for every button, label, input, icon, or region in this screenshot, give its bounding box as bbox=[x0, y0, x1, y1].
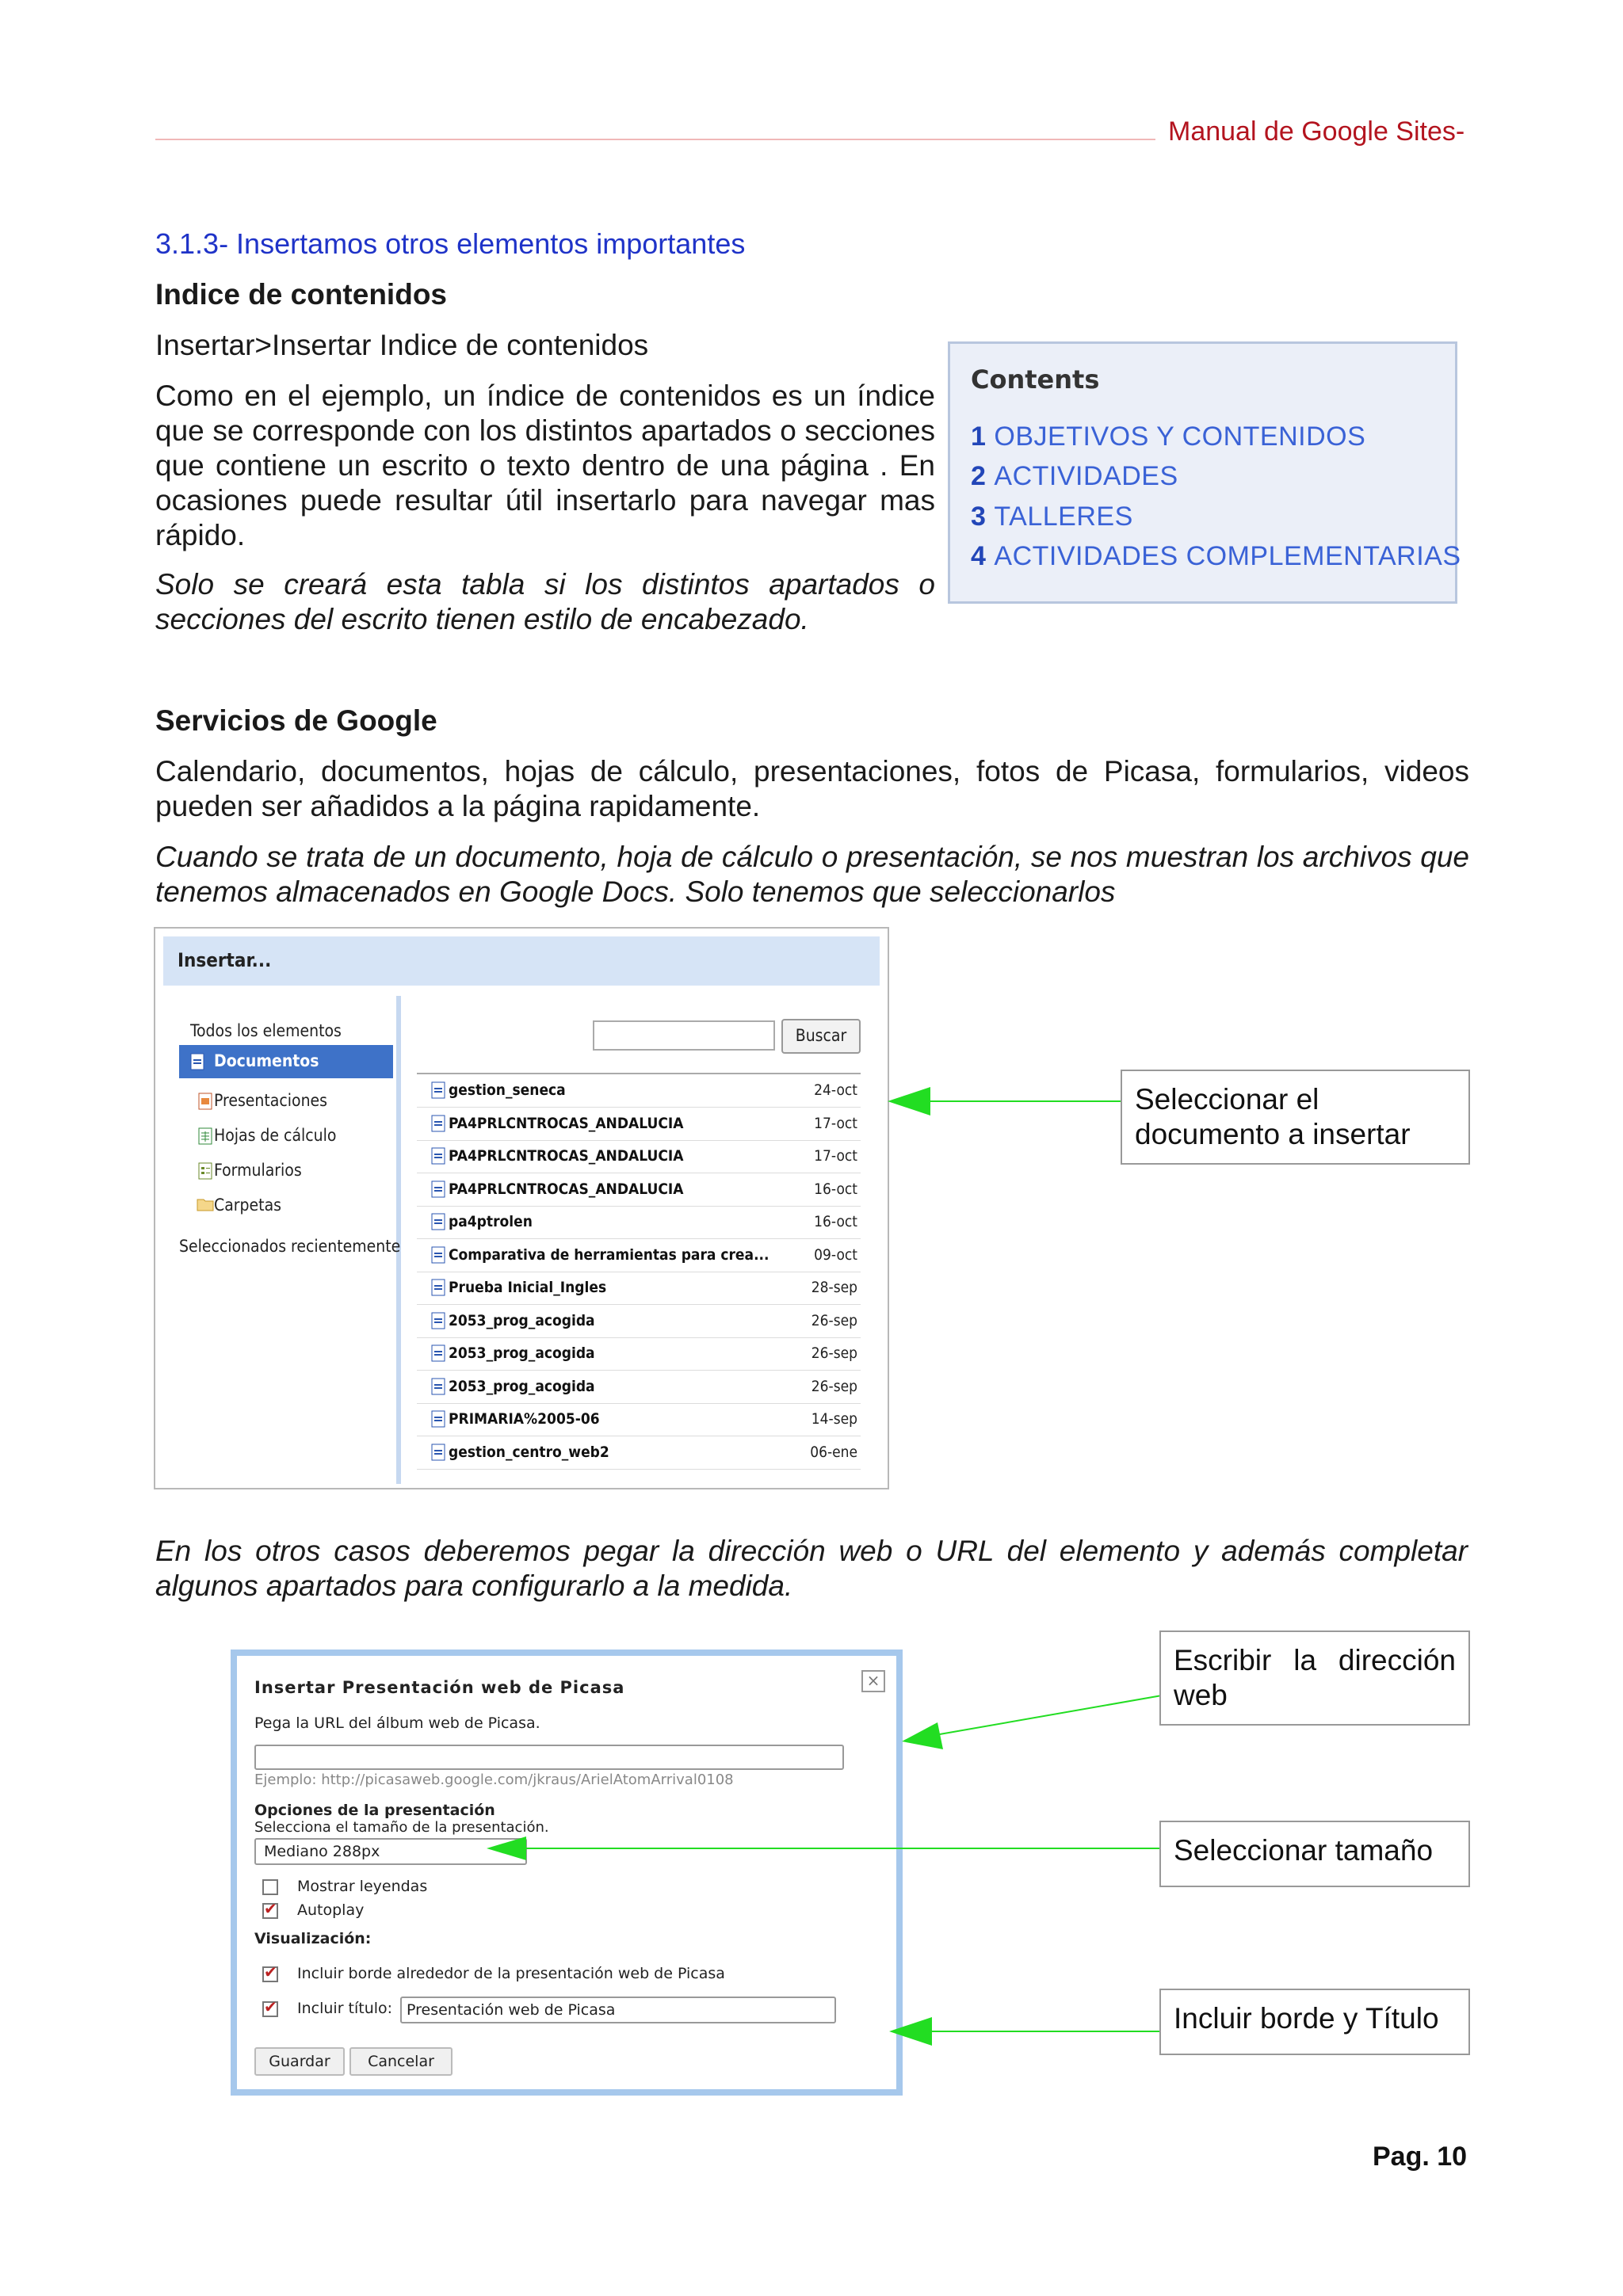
file-date: 17-oct bbox=[814, 1147, 857, 1165]
sidebar-item-recent[interactable]: Seleccionados recientemente bbox=[179, 1237, 401, 1256]
title-input-value: Presentación web de Picasa bbox=[407, 2001, 616, 2019]
file-date: 26-sep bbox=[811, 1377, 857, 1395]
page-number: Pag. 10 bbox=[1373, 2142, 1468, 2172]
file-name: pa4ptrolen bbox=[449, 1213, 533, 1230]
file-name: Comparativa de herramientas para crea... bbox=[449, 1245, 769, 1264]
file-name: gestion_centro_web2 bbox=[449, 1443, 609, 1461]
callout-write-url: Escribir la dirección web bbox=[1159, 1630, 1470, 1726]
close-icon[interactable]: × bbox=[861, 1670, 885, 1692]
contents-item-label: TALLERES bbox=[994, 502, 1133, 532]
file-date: 14-sep bbox=[811, 1410, 857, 1428]
contents-item-number: 1 bbox=[971, 421, 987, 452]
include-border-label: Incluir borde alrededor de la presentación web de Picasa bbox=[297, 1965, 725, 1982]
header-title: Manual de Google Sites- bbox=[1168, 116, 1465, 147]
file-date: 24-oct bbox=[814, 1081, 857, 1099]
url-example: Ejemplo: http://picasaweb.google.com/jkraus/ArielAtomArrival0108 bbox=[254, 1772, 734, 1788]
file-date: 17-oct bbox=[814, 1114, 857, 1132]
callout-select-document: Seleccionar el documento a insertar bbox=[1121, 1070, 1470, 1165]
file-name: 2053_prog_acogida bbox=[449, 1344, 595, 1362]
file-date: 16-oct bbox=[814, 1213, 857, 1230]
file-name: PA4PRLCNTROCAS_ANDALUCIA bbox=[449, 1147, 684, 1165]
contents-item-number: 4 bbox=[971, 541, 987, 571]
file-name: gestion_seneca bbox=[449, 1081, 566, 1099]
sidebar-item-all[interactable]: Todos los elementos bbox=[190, 1021, 342, 1040]
sidebar-item-label: Documentos bbox=[214, 1051, 319, 1070]
sidebar-item-forms[interactable]: Formularios bbox=[214, 1161, 302, 1180]
file-date: 16-oct bbox=[814, 1180, 857, 1198]
indice-paragraph: Como en el ejemplo, un índice de contenidos es un índice que se corresponde con los distintos apartados o secciones que contiene un escrito o texto dentro de una página . En ocasiones puede resultar útil insertarlo para navegar mas rápido. bbox=[155, 379, 935, 551]
contents-item-label: OBJETIVOS Y CONTENIDOS bbox=[994, 421, 1366, 452]
indice-path: Insertar>Insertar Indice de contenidos bbox=[155, 329, 649, 361]
indice-note: Solo se creará esta tabla si los distintos apartados o secciones del escrito tienen estilo de encabezado. bbox=[155, 568, 935, 635]
picasa-dialog-title: Insertar Presentación web de Picasa bbox=[254, 1678, 625, 1697]
indice-title: Indice de contenidos bbox=[155, 278, 447, 311]
contents-item-label: ACTIVIDADES COMPLEMENTARIAS bbox=[994, 541, 1461, 571]
autoplay-label: Autoplay bbox=[297, 1901, 365, 1919]
size-label: Selecciona el tamaño de la presentación. bbox=[254, 1819, 549, 1836]
contents-item-number: 3 bbox=[971, 502, 987, 532]
callout-select-size: Seleccionar tamaño bbox=[1159, 1821, 1470, 1887]
file-date: 28-sep bbox=[811, 1279, 857, 1296]
search-button[interactable]: Buscar bbox=[781, 1019, 861, 1054]
size-select-value: Mediano 288px bbox=[264, 1843, 380, 1860]
file-name: PA4PRLCNTROCAS_ANDALUCIA bbox=[449, 1114, 684, 1132]
servicios-paragraph: Calendario, documentos, hojas de cálculo, presentaciones, fotos de Picasa, formularios, videos pueden ser añadidos a la página rapidamente. bbox=[155, 755, 1469, 822]
sidebar-item-folders[interactable]: Carpetas bbox=[214, 1196, 281, 1215]
cancel-button[interactable]: Cancelar bbox=[349, 2047, 453, 2076]
file-name: PA4PRLCNTROCAS_ANDALUCIA bbox=[449, 1180, 684, 1198]
contents-item-label: ACTIVIDADES bbox=[994, 461, 1178, 491]
file-name: 2053_prog_acogida bbox=[449, 1377, 595, 1395]
callout-border-title: Incluir borde y Título bbox=[1159, 1989, 1470, 2055]
contents-title: Contents bbox=[971, 364, 1100, 395]
url-label: Pega la URL del álbum web de Picasa. bbox=[254, 1714, 540, 1732]
file-name: PRIMARIA%2005-06 bbox=[449, 1410, 600, 1428]
include-title-label: Incluir título: bbox=[297, 2000, 393, 2017]
insert-dialog-title: Insertar... bbox=[178, 949, 272, 971]
show-captions-label: Mostrar leyendas bbox=[297, 1878, 428, 1895]
contents-item-number: 2 bbox=[971, 461, 987, 491]
file-date: 09-oct bbox=[814, 1245, 857, 1264]
file-date: 06-ene bbox=[810, 1443, 857, 1461]
section-heading: 3.1.3- Insertamos otros elementos importantes bbox=[155, 227, 746, 260]
save-button[interactable]: Guardar bbox=[254, 2047, 345, 2076]
file-date: 26-sep bbox=[811, 1311, 857, 1329]
sidebar-item-presentations[interactable]: Presentaciones bbox=[214, 1091, 328, 1110]
sidebar-item-spreadsheets[interactable]: Hojas de cálculo bbox=[214, 1126, 337, 1145]
file-name: Prueba Inicial_Ingles bbox=[449, 1279, 607, 1296]
otros-paragraph: En los otros casos deberemos pegar la dirección web o URL del elemento y además completar algunos apartados para configurarlo a la medida. bbox=[155, 1535, 1468, 1602]
display-title: Visualización: bbox=[254, 1930, 372, 1947]
servicios-title: Servicios de Google bbox=[155, 704, 437, 737]
servicios-note: Cuando se trata de un documento, hoja de cálculo o presentación, se nos muestran los archivos que tenemos almacenados en Google Docs. Solo tenemos que seleccionarlos bbox=[155, 841, 1469, 908]
file-date: 26-sep bbox=[811, 1344, 857, 1362]
options-title: Opciones de la presentación bbox=[254, 1802, 495, 1819]
file-name: 2053_prog_acogida bbox=[449, 1311, 595, 1329]
